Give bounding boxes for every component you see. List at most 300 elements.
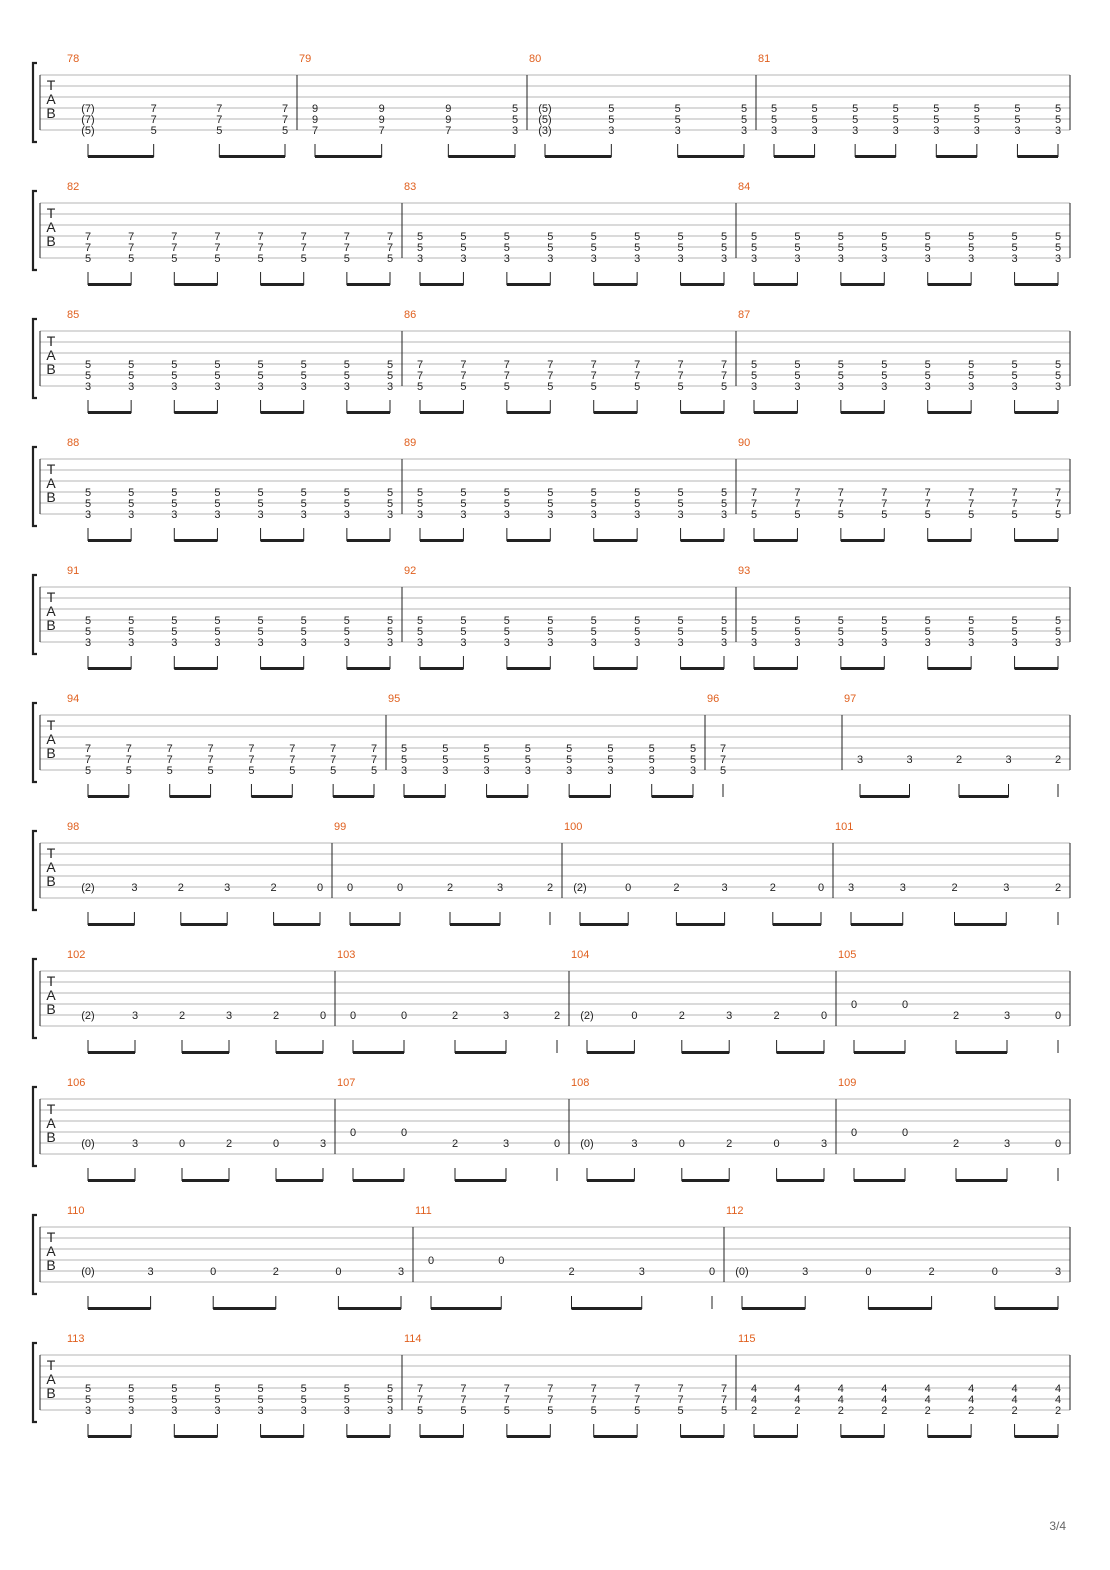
fret-number: 5 [837, 626, 844, 638]
beam [754, 667, 797, 670]
fret-number: 5 [257, 1394, 264, 1406]
fret-number: 3 [547, 509, 554, 521]
fret-number: 5 [566, 743, 573, 755]
beam [353, 1179, 404, 1182]
measure-number: 87 [738, 309, 751, 321]
fret-number: 2 [881, 1405, 888, 1417]
fret-number: 5 [720, 381, 728, 393]
fret-number: 3 [631, 1138, 638, 1150]
measure-number: 106 [67, 1077, 86, 1089]
fret-number: 3 [343, 1405, 350, 1417]
measure-number: 95 [388, 693, 401, 705]
tab-clef-a: A [46, 347, 56, 363]
fret-number: 7 [1054, 498, 1062, 510]
fret-number: 5 [386, 615, 394, 627]
fret-number: 5 [1054, 509, 1062, 521]
fret-number: 7 [416, 370, 424, 382]
system-bracket [33, 63, 37, 142]
fret-number: 5 [343, 359, 350, 371]
fret-number: 5 [300, 253, 307, 265]
fret-number: 5 [892, 114, 899, 126]
fret-number: 7 [794, 498, 801, 510]
fret-number: 5 [128, 1383, 135, 1395]
fret-number: 5 [634, 487, 641, 499]
fret-number: 7 [1011, 487, 1018, 499]
fret-number: 7 [378, 125, 385, 137]
fret-number: 3 [852, 125, 859, 137]
fret-number: 3 [1011, 253, 1018, 265]
tab-clef-b: B [46, 873, 56, 889]
fret-number: 5 [128, 253, 135, 265]
beam [88, 155, 154, 158]
fret-number: 5 [720, 242, 728, 254]
fret-number: 3 [416, 637, 424, 649]
fret-number: 3 [721, 882, 728, 894]
fret-number: 3 [720, 253, 728, 265]
fret-number: 3 [634, 509, 641, 521]
fret-number: 2 [678, 1010, 685, 1022]
fret-number: 5 [343, 615, 350, 627]
fret-number: 3 [84, 1405, 92, 1417]
fret-number: 5 [166, 765, 173, 777]
fret-number: 9 [378, 114, 385, 126]
fret-number: 4 [968, 1383, 975, 1395]
fret-number: 5 [483, 743, 490, 755]
fret-number: 7 [677, 1394, 684, 1406]
tab-clef-a: A [46, 859, 56, 875]
fret-number: 5 [794, 509, 801, 521]
fret-number: 7 [590, 370, 597, 382]
measure-number: 92 [404, 565, 417, 577]
beam [1015, 283, 1058, 286]
fret-number: 5 [214, 615, 221, 627]
measure-number: 112 [726, 1205, 744, 1217]
fret-number: 5 [881, 626, 888, 638]
fret-number: 5 [677, 231, 684, 243]
beam [754, 283, 797, 286]
fret-number: 5 [648, 743, 655, 755]
fret-number: 5 [386, 626, 394, 638]
fret-number: 5 [386, 253, 394, 265]
fret-number: 7 [84, 231, 92, 243]
fret-number: 7 [460, 1394, 467, 1406]
fret-number: 5 [503, 498, 510, 510]
beam [174, 1435, 217, 1438]
fret-number: 5 [566, 754, 573, 766]
beam [652, 795, 693, 798]
fret-number: 5 [837, 359, 844, 371]
fret-number: 3 [590, 509, 597, 521]
fret-number: 5 [300, 1394, 307, 1406]
fret-number: 5 [634, 1405, 641, 1417]
fret-number: 5 [84, 626, 92, 638]
fret-number: 5 [968, 370, 975, 382]
beam [487, 795, 528, 798]
fret-number: 2 [673, 882, 680, 894]
fret-number: 3 [634, 253, 641, 265]
fret-number: 7 [460, 1383, 467, 1395]
fret-number: 5 [343, 370, 350, 382]
beam [420, 411, 463, 414]
fret-number: 7 [503, 370, 510, 382]
tab-clef-t: T [46, 973, 56, 989]
fret-number: 7 [547, 370, 554, 382]
fret-number: 2 [272, 1010, 280, 1022]
fret-number: 9 [311, 114, 319, 126]
fret-number: 5 [852, 103, 859, 115]
beam [170, 795, 211, 798]
fret-number: 5 [483, 754, 490, 766]
fret-number: 3 [924, 253, 931, 265]
beam [420, 1435, 463, 1438]
fret-number: 5 [770, 114, 778, 126]
fret-number: 7 [289, 743, 296, 755]
beam [682, 1051, 729, 1054]
fret-number: 2 [446, 882, 454, 894]
fret-number: 3 [607, 765, 614, 777]
fret-number: 4 [968, 1394, 975, 1406]
fret-number: 5 [257, 615, 264, 627]
fret-number: 5 [1011, 509, 1018, 521]
fret-number: 3 [608, 125, 615, 137]
beam [88, 1051, 135, 1054]
fret-number: 3 [214, 509, 221, 521]
fret-number: 4 [750, 1394, 758, 1406]
fret-number: 5 [837, 615, 844, 627]
fret-number: 7 [719, 743, 727, 755]
fret-number: 7 [881, 487, 888, 499]
fret-number: 3 [1054, 1266, 1062, 1278]
fret-number: 7 [171, 231, 178, 243]
fret-number: 4 [750, 1383, 758, 1395]
fret-number: 7 [416, 1383, 424, 1395]
tab-clef-a: A [46, 1371, 56, 1387]
fret-number: 0 [850, 999, 858, 1011]
fret-number: 7 [330, 743, 337, 755]
fret-number: 0 [272, 1138, 280, 1150]
fret-number: 5 [128, 487, 135, 499]
beam [174, 283, 217, 286]
fret-number: 5 [607, 754, 614, 766]
beam [88, 795, 129, 798]
fret-number: 5 [837, 231, 844, 243]
fret-number: 7 [214, 242, 221, 254]
tab-clef-b: B [46, 233, 56, 249]
fret-number: 5 [750, 626, 758, 638]
fret-number: 5 [933, 103, 940, 115]
fret-number: 5 [343, 1394, 350, 1406]
beam [338, 1307, 401, 1310]
beam [455, 1051, 506, 1054]
system-bracket [33, 1087, 37, 1166]
fret-number: 3 [483, 765, 490, 777]
fret-number: 2 [451, 1010, 459, 1022]
fret-number: 5 [608, 114, 615, 126]
tab-clef-b: B [46, 105, 56, 121]
fret-number: 7 [386, 242, 394, 254]
fret-number: 2 [553, 1010, 561, 1022]
fret-number: 2 [837, 1405, 844, 1417]
fret-number: 7 [84, 754, 92, 766]
beam [333, 795, 374, 798]
fret-number: 5 [386, 498, 394, 510]
fret-number: 5 [1011, 231, 1018, 243]
fret-number: 3 [511, 125, 519, 137]
fret-number: 5 [416, 487, 424, 499]
beam [174, 411, 217, 414]
fret-number: 5 [677, 626, 684, 638]
beam [854, 1051, 905, 1054]
beam [420, 667, 463, 670]
measure-number: 103 [337, 949, 356, 961]
fret-number: 2 [451, 1138, 459, 1150]
fret-number: 5 [214, 626, 221, 638]
fret-number: 5 [171, 1383, 178, 1395]
fret-number: 0 [210, 1266, 217, 1278]
system-bracket [33, 319, 37, 398]
fret-number: 2 [272, 1266, 279, 1278]
fret-number: 7 [166, 743, 173, 755]
fret-number: 7 [750, 487, 758, 499]
fret-number: 5 [677, 498, 684, 510]
fret-number: 3 [1011, 637, 1018, 649]
fret-number: 0 [817, 882, 825, 894]
beam [580, 923, 628, 926]
fret-number: 5 [719, 765, 727, 777]
beam [261, 411, 304, 414]
fret-number: 3 [881, 637, 888, 649]
fret-number: 5 [214, 1394, 221, 1406]
fret-number: 4 [1011, 1383, 1018, 1395]
fret-number: 3 [128, 381, 135, 393]
fret-number: (2) [580, 1010, 594, 1022]
measure-number: 78 [67, 53, 80, 65]
fret-number: 5 [416, 1405, 424, 1417]
fret-number: 7 [281, 103, 289, 115]
fret-number: (5) [538, 114, 552, 126]
fret-number: 2 [1054, 882, 1062, 894]
fret-number: 3 [1014, 125, 1021, 137]
fret-number: 5 [386, 1394, 394, 1406]
fret-number: 5 [300, 1383, 307, 1395]
fret-number: (5) [81, 125, 95, 137]
fret-number: 5 [924, 231, 931, 243]
fret-number: 5 [128, 370, 135, 382]
fret-number: 5 [634, 626, 641, 638]
fret-number: 3 [837, 253, 844, 265]
fret-number: 3 [460, 637, 467, 649]
fret-number: 2 [952, 1138, 960, 1150]
beam [854, 1179, 905, 1182]
fret-number: 5 [503, 242, 510, 254]
fret-number: 3 [131, 1010, 139, 1022]
fret-number: 5 [386, 370, 394, 382]
beam [681, 283, 724, 286]
fret-number: 2 [924, 1405, 931, 1417]
measure-number: 86 [404, 309, 417, 321]
fret-number: 5 [590, 626, 597, 638]
fret-number: 5 [1011, 615, 1018, 627]
fret-number: 3 [933, 125, 940, 137]
beam [572, 1307, 642, 1310]
beam [213, 1307, 276, 1310]
tab-clef-t: T [46, 461, 56, 477]
fret-number: 3 [386, 637, 394, 649]
fret-number: 5 [750, 509, 758, 521]
fret-number: 5 [1054, 103, 1062, 115]
fret-number: 2 [773, 1010, 780, 1022]
fret-number: 3 [300, 1405, 307, 1417]
fret-number: 5 [84, 253, 92, 265]
fret-number: 7 [590, 1394, 597, 1406]
fret-number: 5 [547, 615, 554, 627]
fret-number: 5 [720, 231, 728, 243]
beam [928, 1435, 971, 1438]
fret-number: 7 [311, 125, 319, 137]
fret-number: 3 [300, 381, 307, 393]
tab-clef-b: B [46, 617, 56, 633]
fret-number: 5 [460, 231, 467, 243]
fret-number: 7 [460, 370, 467, 382]
fret-number: 3 [128, 1405, 135, 1417]
fret-number: 7 [720, 359, 728, 371]
measure-number: 110 [67, 1205, 85, 1217]
fret-number: 3 [547, 637, 554, 649]
beam [448, 155, 515, 158]
measure-number: 97 [844, 693, 857, 705]
fret-number: 5 [84, 498, 92, 510]
fret-number: 5 [503, 1405, 510, 1417]
beam [88, 667, 131, 670]
fret-number: 5 [300, 359, 307, 371]
beam [431, 1307, 501, 1310]
fret-number: 3 [1054, 253, 1062, 265]
beam [1015, 539, 1058, 542]
fret-number: 7 [634, 1383, 641, 1395]
fret-number: 3 [590, 637, 597, 649]
beam [681, 667, 724, 670]
fret-number: 4 [1054, 1383, 1062, 1395]
fret-number: 5 [892, 103, 899, 115]
fret-number: 5 [460, 242, 467, 254]
beam [841, 283, 884, 286]
fret-number: 3 [460, 253, 467, 265]
fret-number: 3 [740, 125, 748, 137]
fret-number: 5 [248, 765, 255, 777]
measure-number: 90 [738, 437, 751, 449]
beam [88, 1435, 131, 1438]
fret-number: 3 [802, 1266, 809, 1278]
fret-number: 5 [590, 242, 597, 254]
fret-number: 0 [498, 1255, 505, 1267]
beam [681, 539, 724, 542]
fret-number: 3 [147, 1266, 154, 1278]
fret-number: 7 [166, 754, 173, 766]
fret-number: 2 [225, 1138, 233, 1150]
fret-number: 5 [968, 626, 975, 638]
fret-number: 5 [84, 615, 92, 627]
fret-number: 7 [248, 754, 255, 766]
fret-number: 7 [634, 370, 641, 382]
fret-number: 5 [590, 1405, 597, 1417]
fret-number: 5 [171, 253, 178, 265]
fret-number: 5 [837, 370, 844, 382]
beam [181, 923, 227, 926]
fret-number: 5 [750, 242, 758, 254]
fret-number: 5 [524, 754, 531, 766]
fret-number: 5 [343, 626, 350, 638]
fret-number: 5 [968, 231, 975, 243]
fret-number: 5 [720, 1405, 728, 1417]
fret-number: 5 [590, 487, 597, 499]
fret-number: 2 [952, 1010, 960, 1022]
fret-number: 3 [689, 765, 697, 777]
fret-number: 7 [214, 231, 221, 243]
fret-number: 9 [311, 103, 319, 115]
fret-number: 5 [460, 1405, 467, 1417]
beam [754, 411, 797, 414]
beam [276, 1051, 323, 1054]
fret-number: 5 [400, 743, 408, 755]
fret-number: 7 [84, 242, 92, 254]
measure-number: 105 [838, 949, 857, 961]
fret-number: 7 [794, 487, 801, 499]
fret-number: 5 [214, 487, 221, 499]
fret-number: 5 [794, 231, 801, 243]
fret-number: 7 [677, 1383, 684, 1395]
fret-number: 3 [128, 637, 135, 649]
fret-number: 7 [128, 242, 135, 254]
fret-number: 3 [1003, 1010, 1011, 1022]
fret-number: 5 [794, 242, 801, 254]
fret-number: 2 [955, 754, 963, 766]
fret-number: 5 [689, 743, 697, 755]
fret-number: (7) [81, 103, 95, 115]
fret-number: 5 [300, 487, 307, 499]
tab-clef-b: B [46, 745, 56, 761]
fret-number: 5 [720, 498, 728, 510]
tab-clef-b: B [46, 361, 56, 377]
fret-number: 5 [400, 754, 408, 766]
beam [682, 1179, 729, 1182]
fret-number: 3 [634, 637, 641, 649]
fret-number: 5 [128, 359, 135, 371]
fret-number: 3 [881, 381, 888, 393]
fret-number: 3 [899, 882, 906, 894]
fret-number: 5 [460, 498, 467, 510]
beam [841, 1435, 884, 1438]
fret-number: 7 [968, 498, 975, 510]
tab-clef-b: B [46, 1257, 56, 1273]
fret-number: 5 [1014, 103, 1021, 115]
fret-number: 5 [1054, 359, 1062, 371]
fret-number: 0 [850, 1127, 858, 1139]
tab-clef-t: T [46, 1229, 56, 1245]
fret-number: 3 [811, 125, 818, 137]
fret-number: 5 [634, 498, 641, 510]
fret-number: 2 [951, 882, 958, 894]
fret-number: 7 [720, 1394, 728, 1406]
fret-number: 5 [171, 1394, 178, 1406]
fret-number: 5 [150, 125, 157, 137]
fret-number: 5 [171, 626, 178, 638]
beam [182, 1051, 229, 1054]
fret-number: 5 [289, 765, 296, 777]
fret-number: 7 [1011, 498, 1018, 510]
fret-number: 5 [924, 509, 931, 521]
fret-number: (0) [81, 1266, 95, 1278]
fret-number: 3 [924, 637, 931, 649]
